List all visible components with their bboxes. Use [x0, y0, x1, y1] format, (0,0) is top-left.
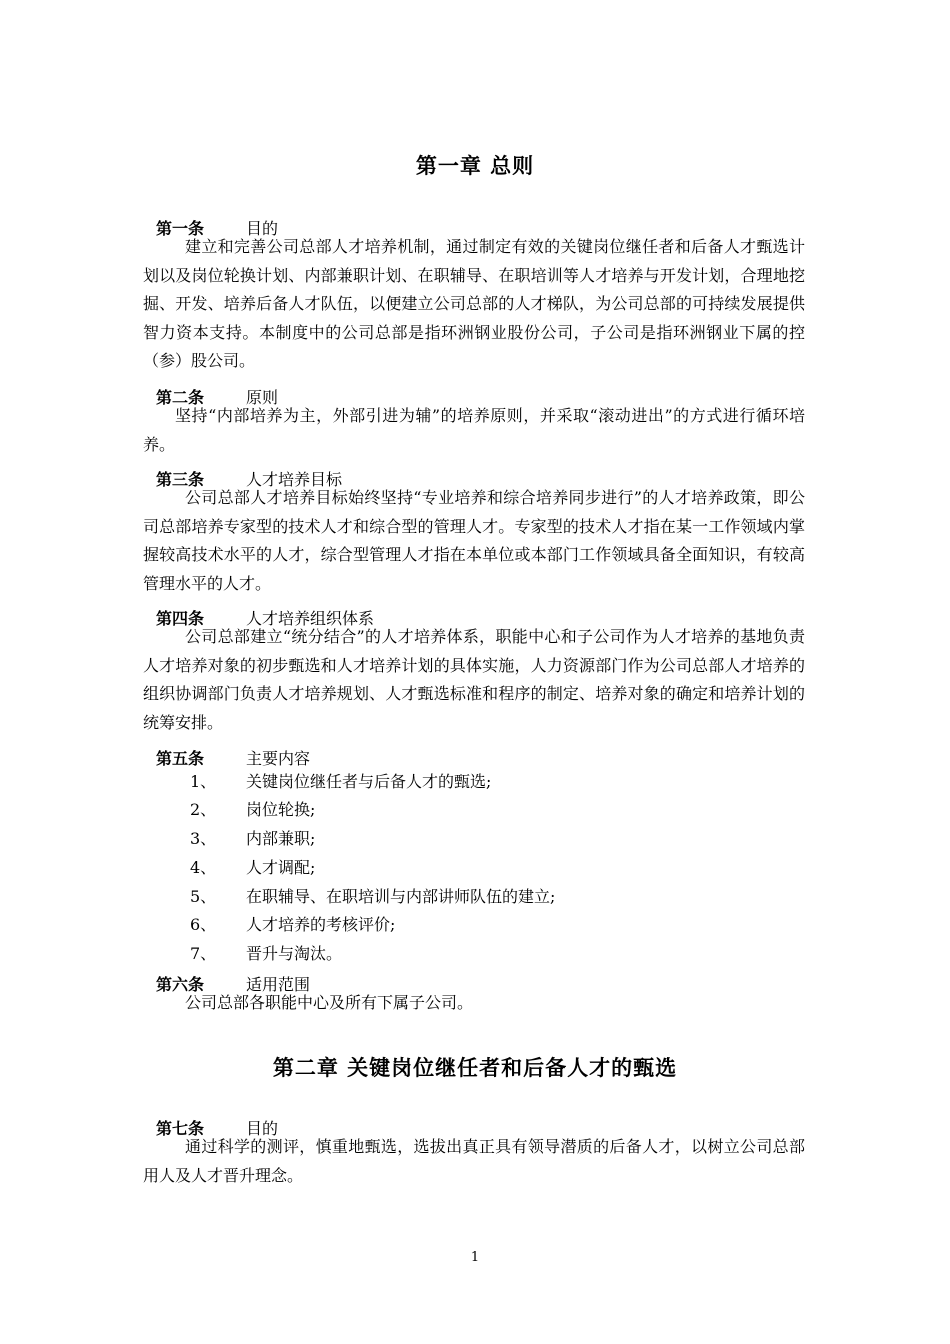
- article-3-body: 公司总部人才培养目标始终坚持“专业培养和综合培养同步进行”的人才培养政策，即公司总部培养专家型的技术人才和综合型的管理人才。专家型的技术人才指在某一工作领域内掌握较高技术水平的人才，综合型管理人才指在本单位或本部门工作领域具备全面知识，有较高管理水平的人才。: [143, 488, 805, 593]
- list-item: 1、 关键岗位继任者与后备人才的甄选;: [190, 772, 492, 791]
- article-number: 第一条: [156, 219, 205, 238]
- article-4-body: 公司总部建立“统分结合”的人才培养体系，职能中心和子公司作为人才培养的基地负责人才培养对象的初步甄选和人才培养计划的具体实施，人力资源部门作为公司总部人才培养的组织协调部门负责人才培养规划、人才甄选标准和程序的制定、培养对象的确定和培养计划的统筹安排。: [143, 627, 805, 732]
- article-number: 第二条: [156, 388, 205, 407]
- article-7-body: 通过科学的测评，慎重地甄选，选拔出真正具有领导潜质的后备人才，以树立公司总部用人及人才晋升理念。: [143, 1137, 805, 1185]
- article-number: 第四条: [156, 609, 205, 628]
- page-number: 1: [470, 1250, 480, 1265]
- article-number: 第三条: [156, 470, 205, 489]
- article-title: 目的: [246, 219, 279, 238]
- article-title: 人才培养目标: [246, 470, 343, 489]
- article-5-heading: [156, 746, 310, 769]
- article-title: 目的: [246, 1119, 279, 1138]
- article-2-body: 坚持“内部培养为主，外部引进为辅”的培养原则，并采取“滚动进出”的方式进行循环培养。: [143, 406, 805, 454]
- article-title: 适用范围: [246, 975, 311, 994]
- article-number: 第七条: [156, 1119, 205, 1138]
- article-title: 人才培养组织体系: [246, 609, 375, 628]
- article-number: 第六条: [156, 975, 205, 994]
- article-1-body: 建立和完善公司总部人才培养机制，通过制定有效的关键岗位继任者和后备人才甄选计划以及岗位轮换计划、内部兼职计划、在职辅导、在职培训等人才培养与开发计划，合理地挖掘、开发、培养后备人才队伍，以便建立公司总部的人才梯队，为公司总部的可持续发展提供智力资本支持。本制度中的公司总部是指环洲钢业股份公司，子公司是指环洲钢业下属的控（参）股公司。: [143, 237, 805, 370]
- list-item: 6、 人才培养的考核评价;: [190, 915, 396, 934]
- article-6-body: 公司总部各职能中心及所有下属子公司。: [185, 993, 474, 1012]
- chapter-2-title: 第二章 关键岗位继任者和后备人才的甄选: [272, 1056, 678, 1080]
- chapter-1-title: 第一章 总则: [415, 154, 535, 178]
- list-item: 3、 内部兼职;: [190, 829, 316, 848]
- list-item: 5、 在职辅导、在职培训与内部讲师队伍的建立;: [190, 887, 556, 906]
- article-title: 主要内容: [246, 749, 311, 768]
- list-item: 4、 人才调配;: [190, 858, 316, 877]
- article-title: 原则: [246, 388, 279, 407]
- article-number: 第五条: [156, 749, 205, 768]
- list-item: 2、 岗位轮换;: [190, 800, 316, 819]
- list-item: 7、 晋升与淘汰。: [190, 944, 343, 963]
